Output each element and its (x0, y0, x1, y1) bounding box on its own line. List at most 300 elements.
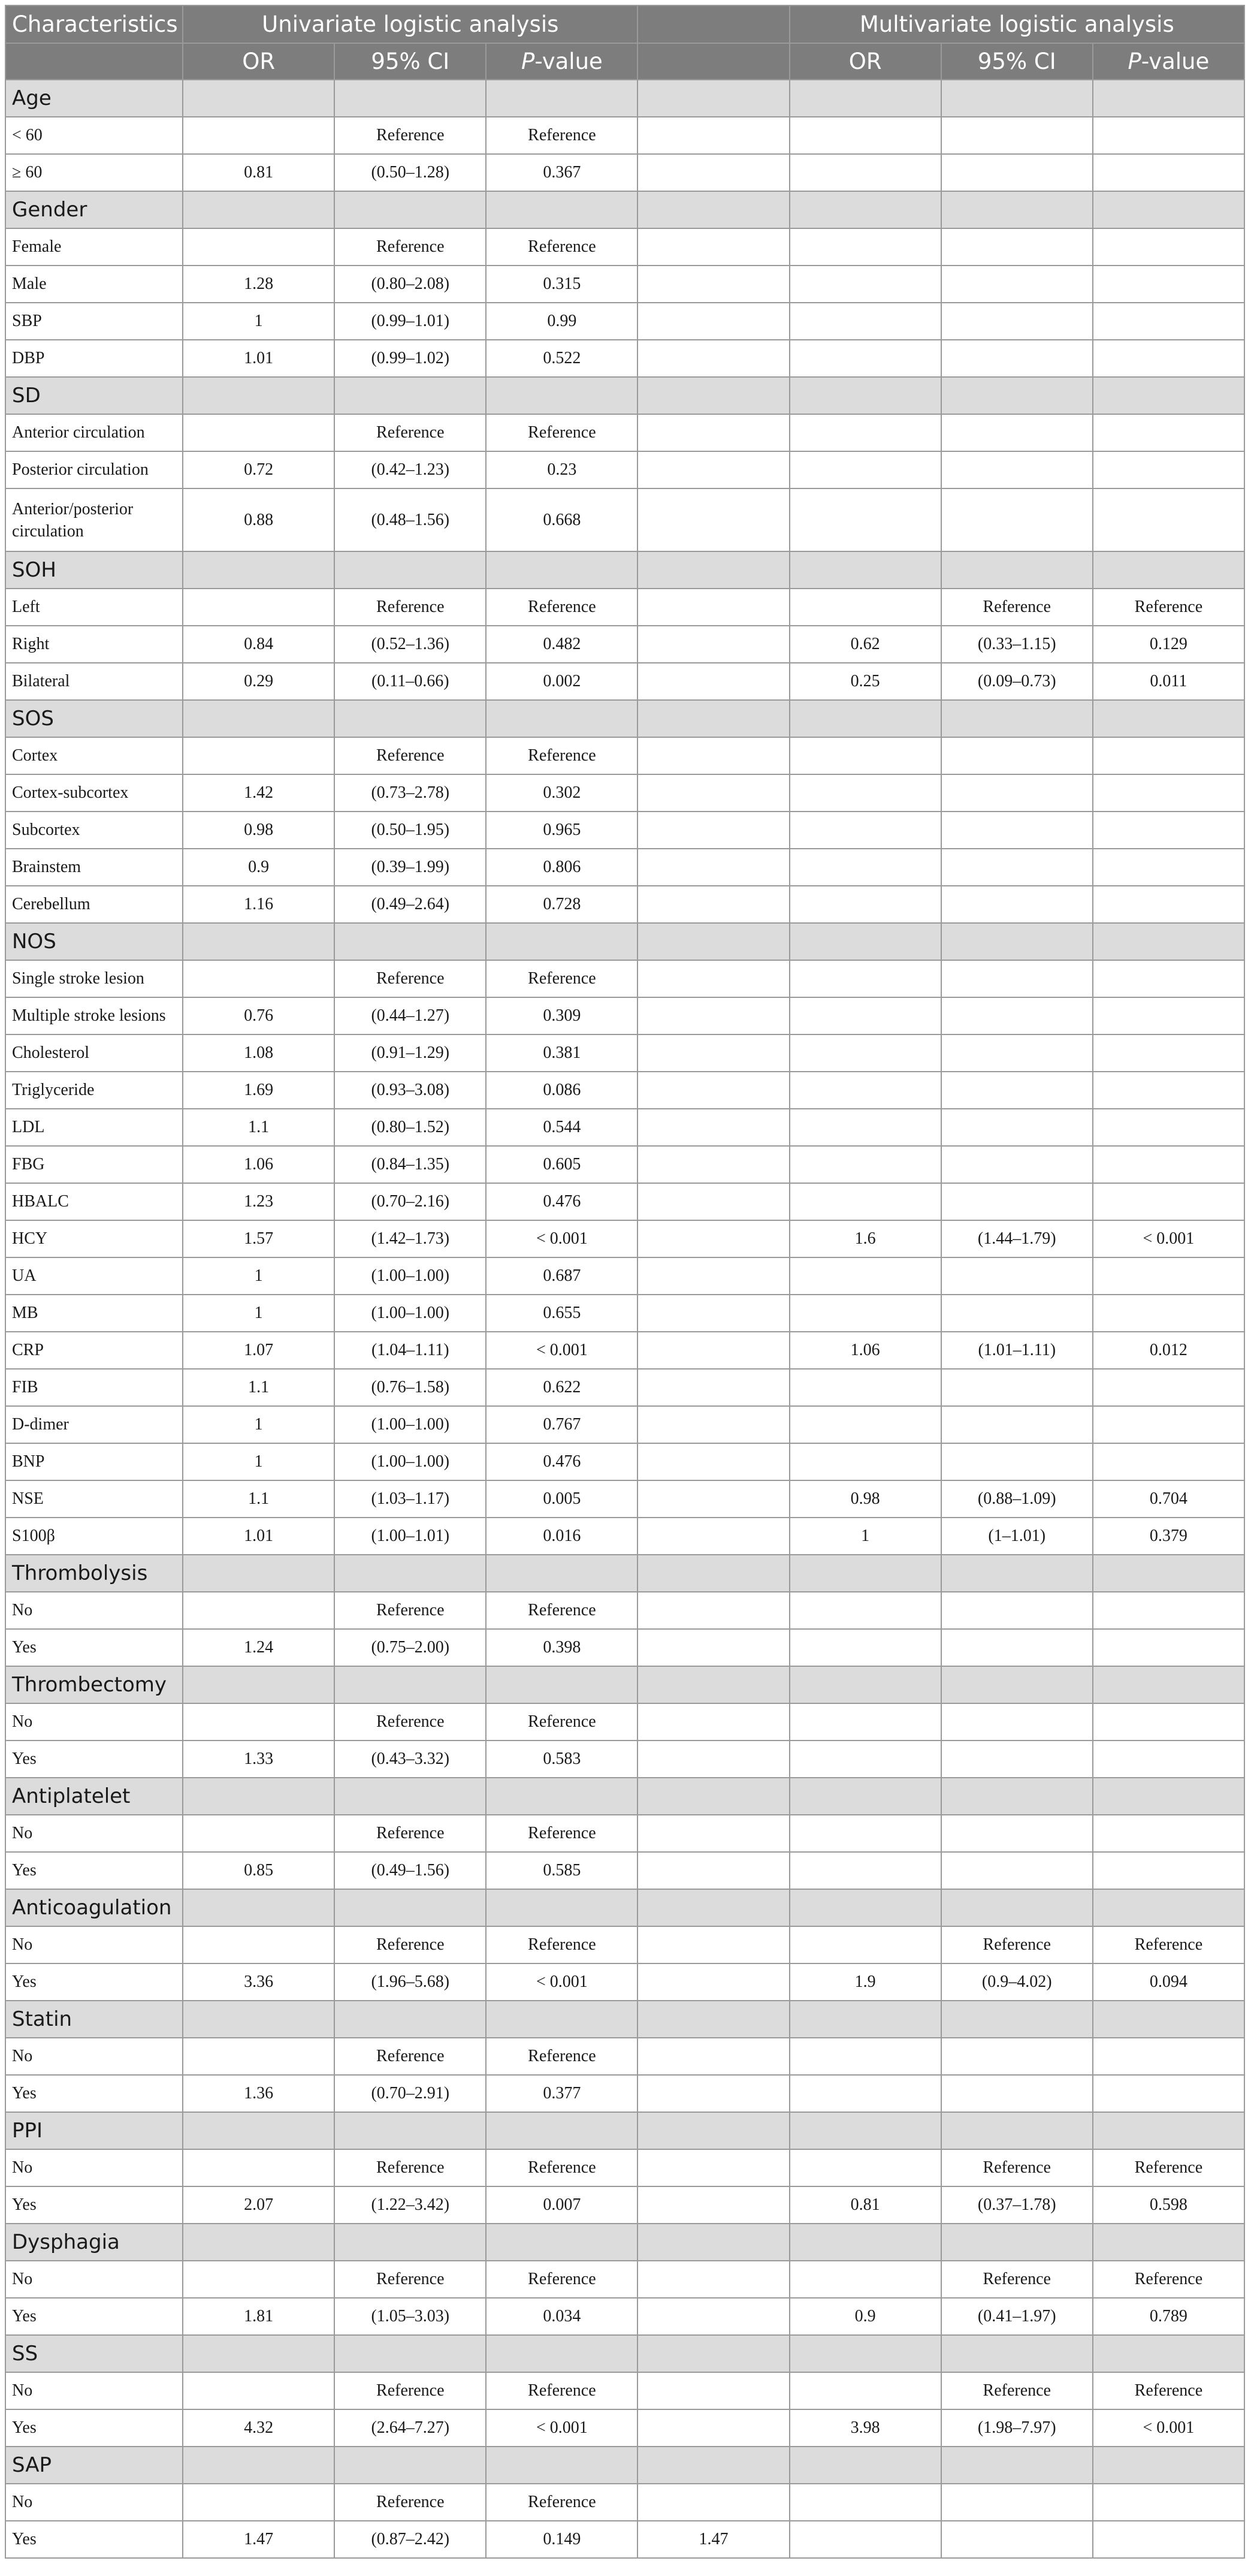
table-row (5, 228, 1244, 266)
p-italic: P (521, 49, 535, 74)
univariate-ci-cell: (1.96–5.68) (334, 1963, 486, 2001)
multivariate-p-cell: Reference (1093, 2149, 1244, 2186)
univariate-ci-cell: (0.48–1.56) (334, 488, 486, 551)
table-row (5, 2521, 1244, 2558)
univariate-or-cell (183, 228, 334, 266)
multivariate-ci-header: 95% CI (941, 43, 1093, 80)
section-empty-cell (1093, 2447, 1244, 2484)
multivariate-or-cell: 0.98 (790, 1480, 941, 1518)
univariate-ci-cell: (0.42–1.23) (334, 451, 486, 488)
extra-cell (637, 1295, 789, 1332)
multivariate-or-cell (790, 1146, 941, 1183)
extra-cell (637, 154, 789, 191)
extra-cell (637, 1518, 789, 1555)
univariate-or-cell (183, 737, 334, 774)
univariate-p-cell: < 0.001 (486, 1220, 637, 1257)
extra-cell (637, 1332, 789, 1369)
univariate-ci-cell: (0.99–1.01) (334, 303, 486, 340)
multivariate-or-cell (790, 2149, 941, 2186)
table-row (5, 1295, 1244, 1332)
table-row (5, 2484, 1244, 2521)
univariate-p-cell: 0.482 (486, 626, 637, 663)
table-row (5, 1072, 1244, 1109)
multivariate-ci-cell (941, 1741, 1093, 1778)
multivariate-or-cell (790, 1183, 941, 1220)
section-empty-cell (790, 377, 941, 414)
section-row (5, 2447, 1244, 2484)
univariate-or-cell: 0.76 (183, 997, 334, 1034)
univariate-or-cell: 1.1 (183, 1480, 334, 1518)
univariate-p-cell: Reference (486, 960, 637, 997)
univariate-or-cell: 2.07 (183, 2186, 334, 2224)
section-label: Anticoagulation (5, 1889, 183, 1926)
section-empty-cell (637, 191, 789, 228)
multivariate-p-cell: 0.129 (1093, 626, 1244, 663)
univariate-ci-cell: Reference (334, 2484, 486, 2521)
multivariate-or-cell: 1.6 (790, 1220, 941, 1257)
multivariate-or-cell (790, 1369, 941, 1406)
multivariate-or-cell: 0.62 (790, 626, 941, 663)
section-row (5, 377, 1244, 414)
multivariate-p-cell: 0.598 (1093, 2186, 1244, 2224)
table-row (5, 266, 1244, 303)
multivariate-p-header (1093, 43, 1244, 80)
univariate-p-cell: Reference (486, 589, 637, 626)
extra-cell (637, 1852, 789, 1889)
multivariate-p-cell (1093, 117, 1244, 154)
extra-cell (637, 340, 789, 377)
section-empty-cell (637, 2335, 789, 2372)
section-empty-cell (183, 1889, 334, 1926)
row-label: No (5, 1926, 183, 1963)
multivariate-ci-cell (941, 303, 1093, 340)
extra-cell (637, 303, 789, 340)
row-label: S100β (5, 1518, 183, 1555)
multivariate-p-cell (1093, 2038, 1244, 2075)
logistic-analysis-table (5, 5, 1245, 2559)
section-empty-cell (334, 377, 486, 414)
header-row-1 (5, 5, 1244, 43)
section-empty-cell (637, 1778, 789, 1815)
univariate-or-cell (183, 1592, 334, 1629)
multivariate-p-cell (1093, 774, 1244, 812)
extra-cell (637, 488, 789, 551)
section-empty-cell (790, 80, 941, 117)
table-row (5, 1332, 1244, 1369)
multivariate-p-cell (1093, 1592, 1244, 1629)
row-label: Female (5, 228, 183, 266)
multivariate-p-cell: Reference (1093, 1926, 1244, 1963)
row-label: Yes (5, 2409, 183, 2447)
section-empty-cell (941, 191, 1093, 228)
univariate-ci-cell: (0.80–1.52) (334, 1109, 486, 1146)
multivariate-p-cell (1093, 849, 1244, 886)
section-empty-cell (334, 923, 486, 960)
table-row (5, 886, 1244, 923)
univariate-p-cell: 0.544 (486, 1109, 637, 1146)
table-row (5, 1926, 1244, 1963)
section-empty-cell (790, 1555, 941, 1592)
univariate-or-cell (183, 2261, 334, 2298)
multivariate-p-cell (1093, 451, 1244, 488)
section-empty-cell (790, 2335, 941, 2372)
univariate-or-cell: 0.9 (183, 849, 334, 886)
univariate-p-cell: < 0.001 (486, 1332, 637, 1369)
multivariate-or-cell (790, 228, 941, 266)
multivariate-ci-cell (941, 1406, 1093, 1443)
section-empty-cell (790, 2112, 941, 2149)
univariate-or-cell: 0.29 (183, 663, 334, 700)
univariate-or-cell: 1.1 (183, 1369, 334, 1406)
multivariate-or-header: OR (790, 43, 941, 80)
univariate-p-cell: 0.377 (486, 2075, 637, 2112)
multivariate-ci-cell (941, 2038, 1093, 2075)
table-row (5, 774, 1244, 812)
row-label: Yes (5, 2298, 183, 2335)
multivariate-or-cell (790, 1257, 941, 1295)
univariate-p-cell: 0.605 (486, 1146, 637, 1183)
multivariate-ci-cell: (1.01–1.11) (941, 1332, 1093, 1369)
univariate-p-cell: 0.965 (486, 812, 637, 849)
multivariate-or-cell (790, 1815, 941, 1852)
multivariate-p-cell (1093, 1406, 1244, 1443)
row-label: Cortex-subcortex (5, 774, 183, 812)
extra-cell (637, 1220, 789, 1257)
row-label: Yes (5, 1741, 183, 1778)
multivariate-or-cell (790, 2038, 941, 2075)
row-label: Subcortex (5, 812, 183, 849)
section-row (5, 1666, 1244, 1703)
univariate-or-cell: 0.88 (183, 488, 334, 551)
univariate-p-cell: 0.398 (486, 1629, 637, 1666)
table-row (5, 2038, 1244, 2075)
section-empty-cell (790, 2001, 941, 2038)
extra-cell (637, 774, 789, 812)
table-row (5, 2149, 1244, 2186)
univariate-ci-cell: (0.84–1.35) (334, 1146, 486, 1183)
univariate-or-cell (183, 2484, 334, 2521)
table-row (5, 812, 1244, 849)
univariate-ci-cell: Reference (334, 2149, 486, 2186)
multivariate-p-cell: 0.379 (1093, 1518, 1244, 1555)
multivariate-p-cell: 0.789 (1093, 2298, 1244, 2335)
section-label: Gender (5, 191, 183, 228)
spacer-header-2 (637, 43, 789, 80)
section-row (5, 2335, 1244, 2372)
multivariate-or-cell (790, 886, 941, 923)
univariate-p-cell: 0.007 (486, 2186, 637, 2224)
multivariate-or-cell (790, 812, 941, 849)
row-label: Yes (5, 2521, 183, 2558)
univariate-ci-cell: (1.03–1.17) (334, 1480, 486, 1518)
section-empty-cell (334, 2447, 486, 2484)
multivariate-p-cell (1093, 1815, 1244, 1852)
table-row (5, 1257, 1244, 1295)
row-label: ≥ 60 (5, 154, 183, 191)
table-row (5, 1629, 1244, 1666)
section-label: SD (5, 377, 183, 414)
section-empty-cell (1093, 1555, 1244, 1592)
univariate-ci-cell: (1.00–1.01) (334, 1518, 486, 1555)
multivariate-p-cell (1093, 2075, 1244, 2112)
univariate-p-cell: Reference (486, 2261, 637, 2298)
univariate-p-cell: 0.655 (486, 1295, 637, 1332)
univariate-or-cell: 1.81 (183, 2298, 334, 2335)
row-label: Brainstem (5, 849, 183, 886)
univariate-or-cell (183, 589, 334, 626)
multivariate-ci-cell (941, 849, 1093, 886)
multivariate-or-cell (790, 1109, 941, 1146)
multivariate-or-cell (790, 1703, 941, 1741)
section-empty-cell (941, 1889, 1093, 1926)
table-row (5, 117, 1244, 154)
section-empty-cell (637, 80, 789, 117)
section-empty-cell (941, 377, 1093, 414)
extra-cell (637, 2261, 789, 2298)
section-empty-cell (486, 80, 637, 117)
extra-cell (637, 960, 789, 997)
univariate-or-cell (183, 2038, 334, 2075)
multivariate-p-cell: 0.704 (1093, 1480, 1244, 1518)
univariate-header: Univariate logistic analysis (183, 5, 637, 43)
multivariate-or-cell (790, 2261, 941, 2298)
multivariate-or-cell (790, 2484, 941, 2521)
row-label: No (5, 2149, 183, 2186)
univariate-ci-cell: Reference (334, 2372, 486, 2409)
univariate-or-cell: 0.85 (183, 1852, 334, 1889)
multivariate-ci-cell: (0.9–4.02) (941, 1963, 1093, 2001)
extra-cell (637, 2409, 789, 2447)
multivariate-or-cell (790, 1443, 941, 1480)
univariate-p-cell: 0.668 (486, 488, 637, 551)
univariate-or-cell: 1.36 (183, 2075, 334, 2112)
univariate-ci-header: 95% CI (334, 43, 486, 80)
univariate-or-cell: 1 (183, 1257, 334, 1295)
section-empty-cell (486, 2224, 637, 2261)
row-label: Multiple stroke lesions (5, 997, 183, 1034)
multivariate-p-cell: < 0.001 (1093, 1220, 1244, 1257)
univariate-ci-cell: (0.44–1.27) (334, 997, 486, 1034)
extra-cell (637, 2075, 789, 2112)
section-row (5, 2001, 1244, 2038)
section-empty-cell (790, 191, 941, 228)
section-empty-cell (941, 1778, 1093, 1815)
univariate-ci-cell: Reference (334, 1703, 486, 1741)
row-label: Cerebellum (5, 886, 183, 923)
extra-cell (637, 1034, 789, 1072)
univariate-ci-cell: (0.43–3.32) (334, 1741, 486, 1778)
extra-cell (637, 266, 789, 303)
table-row (5, 1220, 1244, 1257)
table-row (5, 303, 1244, 340)
section-label: SAP (5, 2447, 183, 2484)
row-label: HBALC (5, 1183, 183, 1220)
section-label: Antiplatelet (5, 1778, 183, 1815)
univariate-ci-cell: (2.64–7.27) (334, 2409, 486, 2447)
univariate-or-cell: 1.69 (183, 1072, 334, 1109)
table-row (5, 1480, 1244, 1518)
section-empty-cell (1093, 1666, 1244, 1703)
row-label: HCY (5, 1220, 183, 1257)
multivariate-ci-cell (941, 451, 1093, 488)
section-label: SOH (5, 551, 183, 589)
section-empty-cell (1093, 377, 1244, 414)
univariate-p-cell: 0.585 (486, 1852, 637, 1889)
section-empty-cell (334, 1889, 486, 1926)
row-label: No (5, 2038, 183, 2075)
multivariate-or-cell (790, 1629, 941, 1666)
extra-cell (637, 2484, 789, 2521)
univariate-ci-cell: Reference (334, 1926, 486, 1963)
multivariate-ci-cell (941, 812, 1093, 849)
univariate-or-cell: 1.24 (183, 1629, 334, 1666)
univariate-or-cell (183, 117, 334, 154)
multivariate-ci-cell (941, 886, 1093, 923)
multivariate-ci-cell (941, 737, 1093, 774)
section-empty-cell (486, 1889, 637, 1926)
extra-cell (637, 1257, 789, 1295)
row-label: LDL (5, 1109, 183, 1146)
multivariate-ci-cell (941, 1443, 1093, 1480)
multivariate-or-cell (790, 451, 941, 488)
section-empty-cell (790, 700, 941, 737)
section-empty-cell (941, 923, 1093, 960)
section-empty-cell (637, 377, 789, 414)
section-label: Statin (5, 2001, 183, 2038)
section-empty-cell (183, 2112, 334, 2149)
extra-cell (637, 2149, 789, 2186)
multivariate-ci-cell (941, 1109, 1093, 1146)
extra-cell (637, 2038, 789, 2075)
row-label: FIB (5, 1369, 183, 1406)
univariate-or-cell: 1.06 (183, 1146, 334, 1183)
univariate-ci-cell: (1.00–1.00) (334, 1406, 486, 1443)
multivariate-p-cell (1093, 886, 1244, 923)
univariate-ci-cell: (0.50–1.95) (334, 812, 486, 849)
univariate-p-cell: 0.309 (486, 997, 637, 1034)
multivariate-or-cell (790, 2372, 941, 2409)
table-row (5, 1815, 1244, 1852)
univariate-or-cell: 0.84 (183, 626, 334, 663)
section-empty-cell (1093, 2001, 1244, 2038)
table-row (5, 414, 1244, 451)
univariate-or-cell: 1.07 (183, 1332, 334, 1369)
multivariate-ci-cell: Reference (941, 2372, 1093, 2409)
section-row (5, 700, 1244, 737)
extra-cell (637, 1406, 789, 1443)
section-label: Age (5, 80, 183, 117)
row-label: MB (5, 1295, 183, 1332)
univariate-ci-cell: (0.99–1.02) (334, 340, 486, 377)
univariate-p-cell: 0.99 (486, 303, 637, 340)
section-empty-cell (1093, 2335, 1244, 2372)
row-label: No (5, 1703, 183, 1741)
univariate-or-cell: 1.28 (183, 266, 334, 303)
univariate-p-cell: Reference (486, 117, 637, 154)
multivariate-p-cell (1093, 960, 1244, 997)
multivariate-or-cell: 0.25 (790, 663, 941, 700)
multivariate-or-cell: 0.9 (790, 2298, 941, 2335)
univariate-ci-cell: (0.76–1.58) (334, 1369, 486, 1406)
multivariate-ci-cell: Reference (941, 589, 1093, 626)
section-empty-cell (486, 551, 637, 589)
multivariate-ci-cell (941, 997, 1093, 1034)
section-empty-cell (183, 2447, 334, 2484)
univariate-or-cell: 1.47 (183, 2521, 334, 2558)
section-empty-cell (941, 1666, 1093, 1703)
univariate-or-cell (183, 2149, 334, 2186)
section-row (5, 551, 1244, 589)
table-row (5, 1146, 1244, 1183)
characteristics-header: Characteristics (5, 5, 183, 43)
multivariate-ci-cell (941, 1629, 1093, 1666)
row-label: Yes (5, 1963, 183, 2001)
section-empty-cell (941, 2447, 1093, 2484)
multivariate-or-cell (790, 303, 941, 340)
multivariate-ci-cell (941, 1703, 1093, 1741)
section-empty-cell (183, 191, 334, 228)
extra-cell (637, 1443, 789, 1480)
multivariate-ci-cell (941, 2484, 1093, 2521)
table-row (5, 154, 1244, 191)
row-label: < 60 (5, 117, 183, 154)
multivariate-p-cell (1093, 303, 1244, 340)
table-row (5, 663, 1244, 700)
section-empty-cell (941, 2335, 1093, 2372)
multivariate-or-cell (790, 488, 941, 551)
univariate-p-cell: Reference (486, 737, 637, 774)
multivariate-ci-cell (941, 117, 1093, 154)
section-empty-cell (790, 2224, 941, 2261)
section-empty-cell (941, 700, 1093, 737)
section-empty-cell (183, 2335, 334, 2372)
section-empty-cell (334, 2112, 486, 2149)
multivariate-ci-cell (941, 1072, 1093, 1109)
univariate-ci-cell: (1.22–3.42) (334, 2186, 486, 2224)
table-row (5, 1443, 1244, 1480)
extra-cell (637, 1592, 789, 1629)
section-empty-cell (1093, 191, 1244, 228)
multivariate-p-cell (1093, 1146, 1244, 1183)
multivariate-p-cell (1093, 1852, 1244, 1889)
univariate-ci-cell: (1.05–3.03) (334, 2298, 486, 2335)
univariate-ci-cell: Reference (334, 1815, 486, 1852)
section-empty-cell (637, 1555, 789, 1592)
univariate-p-cell: 0.476 (486, 1183, 637, 1220)
section-empty-cell (334, 80, 486, 117)
section-row (5, 80, 1244, 117)
multivariate-or-cell: 1.9 (790, 1963, 941, 2001)
multivariate-p-cell (1093, 414, 1244, 451)
row-label: D-dimer (5, 1406, 183, 1443)
multivariate-or-cell (790, 589, 941, 626)
section-empty-cell (334, 2335, 486, 2372)
multivariate-ci-cell: (1–1.01) (941, 1518, 1093, 1555)
section-empty-cell (334, 1666, 486, 1703)
table-row (5, 451, 1244, 488)
section-empty-cell (334, 700, 486, 737)
multivariate-or-cell (790, 849, 941, 886)
section-empty-cell (790, 1778, 941, 1815)
row-label: Single stroke lesion (5, 960, 183, 997)
univariate-or-cell: 0.98 (183, 812, 334, 849)
table-row (5, 1518, 1244, 1555)
multivariate-or-cell (790, 1926, 941, 1963)
blank-header (5, 43, 183, 80)
section-empty-cell (637, 700, 789, 737)
section-empty-cell (183, 80, 334, 117)
univariate-ci-cell: (0.11–0.66) (334, 663, 486, 700)
